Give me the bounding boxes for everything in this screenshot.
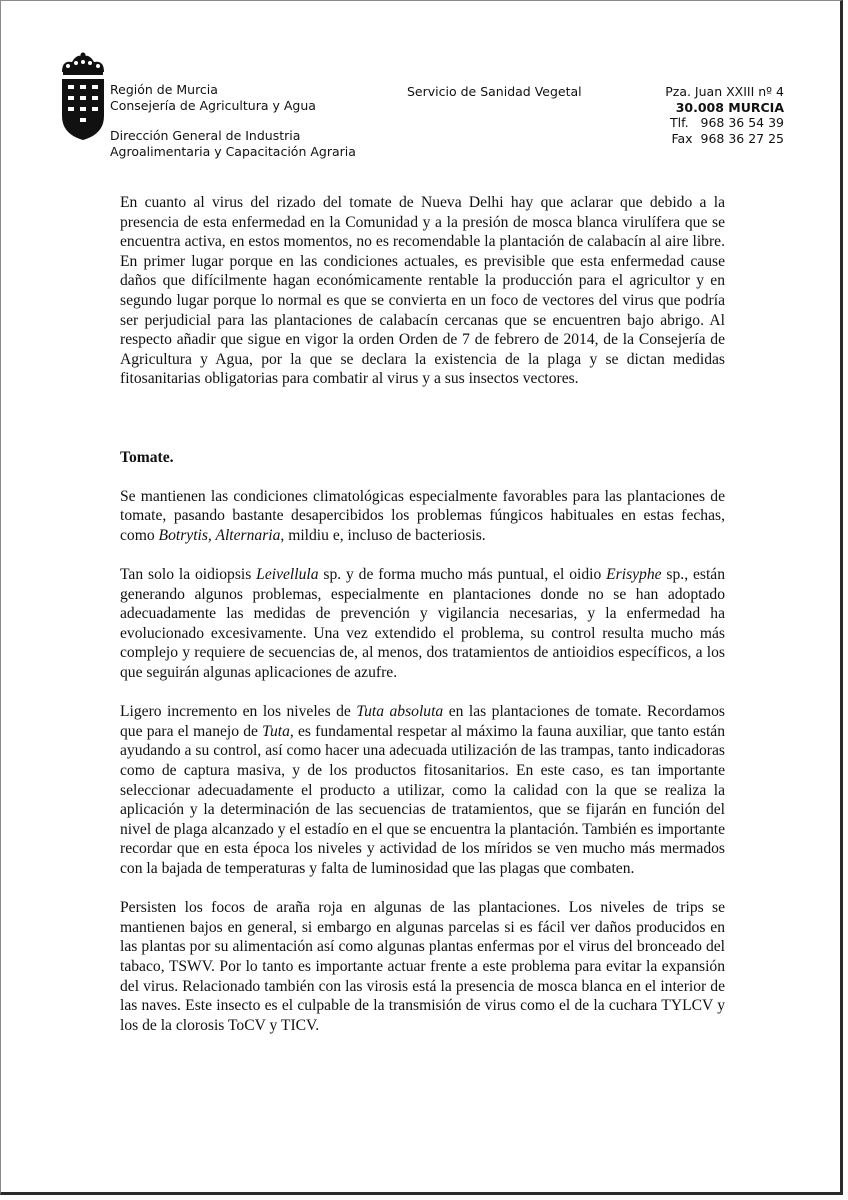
paragraph-virus-nueva-delhi: En cuanto al virus del rizado del tomate de Nueva Delhi hay que aclarar que debido a la presencia de esta enfermedad en la Comunidad y a la presión de mosca blanca virulífera que se encuentra activa, en estos momentos, no es recomendable la plantación de calabacín al aire libre. En primer lugar porque en las condiciones actuales, es previsible que esta enfermedad cause daños que difícilmente hagan económicamente rentable la producción para el agricultor y en segundo lugar porque lo normal es que se convierta en un foco de vectores del virus que podría ser perjudicial para las plantaciones de calabacín cercanas que se encuentren bajo abrigo. Al respecto añadir que sigue en vigor la orden Orden de 7 de febrero de 2014, de la Consejería de Agricultura y Agua, por la que se declara la existencia de la plaga y se dictan medidas fitosanitarias obligatorias para combatir al virus y a sus insectos vectores. (120, 194, 725, 388)
service-name: Servicio de Sanidad Vegetal (407, 84, 582, 99)
paragraph-climate-conditions (120, 487, 725, 546)
directorate-block (110, 128, 356, 159)
paragraph-tuta-absoluta (120, 702, 725, 878)
text-run: Ligero incremento en los niveles de (120, 703, 357, 721)
address-city: 30.008 MURCIA (675, 99, 784, 115)
directorate-line2: Agroalimentaria y Capacitación Agraria (110, 143, 356, 159)
italic-run: Tuta (262, 722, 290, 740)
region-de-murcia-coat-of-arms-icon (58, 52, 108, 142)
italic-run: Tuta absoluta (356, 703, 444, 721)
org-region: Región de Murcia (110, 82, 218, 97)
spacer (120, 409, 725, 448)
organization-block (110, 82, 316, 113)
text-run: en las plantaciones de tomate. Recordamos que para el manejo de (120, 703, 725, 740)
address-street: Pza. Juan XXIII nº 4 (665, 84, 784, 99)
italic-run: Botrytis, Alternaria (158, 526, 281, 544)
contact-block (665, 84, 784, 146)
phone-number: Tlf. 968 36 54 39 (670, 115, 784, 130)
section-heading-tomate: Tomate. (120, 448, 174, 466)
text-run: sp., están generando algunos problemas, especialmente en plantaciones donde no se han adoptado adecuadamente las medidas de prevención y vigilancia necesarias, y la enfermedad ha evolucionado excesivamente. Una vez extendido el problema, su control resulta mucho más complejo y requiere de secuencias de, al menos, dos tratamientos de antioidios específicos, a los que seguirán algunas aplicaciones de azufre. (120, 566, 725, 682)
text-run: Se mantienen las condiciones climatológicas especialmente favorables para las plantaciones de tomate, pasando bastante desapercibidos los problemas fúngicos habituales en estas fechas, como (120, 487, 725, 544)
text-run: , mildiu e, incluso de bacteriosis. (280, 526, 486, 544)
italic-run: Erisyphe (606, 566, 662, 584)
text-run: , es fundamental respetar al máximo la fauna auxiliar, que tanto están ayudando a su control, así como hacer una adecuada utilización de las trampas, tanto indicadoras como de captura masiva, y de los productos fitosanitarios. En este caso, es tan importante seleccionar adecuadamente el producto a utilizar, como la calidad con la que se realiza la aplicación y la determinación de las secuencias de tratamientos, que se fijarán en función del nivel de plaga alcanzado y el estadío en el que se encuentra la plantación. También es importante recordar que en esta época los niveles y actividad de los míridos se ven mucho más mermados con la bajada de temperaturas y falta de luminosidad que las plagas que combaten. (120, 722, 725, 877)
paragraph-oidiopsis (120, 565, 725, 683)
directorate-line1: Dirección General de Industria (110, 128, 301, 143)
text-run: sp. y de forma mucho más puntual, el oidio (318, 566, 607, 584)
italic-run: Leivellula (256, 566, 319, 584)
fax-number: Fax 968 36 27 25 (671, 130, 784, 146)
document-body (120, 193, 725, 1055)
paragraph-arana-roja: Persisten los focos de araña roja en algunas de las plantaciones. Los niveles de trips se mantienen bajos en general, si embargo en algunas parcelas si es fácil ver daños producidos en las plantas por su alimentación así como algunas plantas enfermas por el virus del bronceado del tabaco, TSWV. Por lo tanto es importante actuar frente a este problema para evitar la expansión del virus. Relacionado también con las virosis está la presencia de mosca blanca en el interior de las naves. Este insecto es el culpable de la transmisión de virus como el de la cuchara TYLCV y los de la clorosis ToCV y TICV. (120, 899, 725, 1034)
text-run: Tan solo la oidiopsis (120, 566, 257, 584)
org-ministry: Consejería de Agricultura y Agua (110, 97, 316, 113)
letterhead (0, 0, 848, 170)
